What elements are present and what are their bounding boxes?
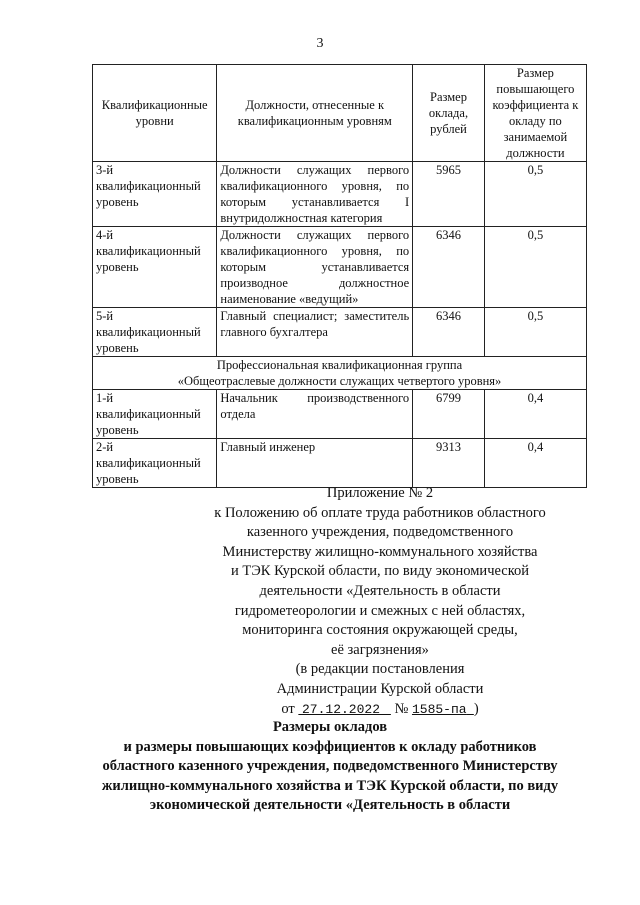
appendix-line: мониторинга состояния окружающей среды, xyxy=(242,622,518,639)
header-level: Квалификационные уровни xyxy=(93,65,217,162)
table-row xyxy=(93,439,587,488)
header-positions: Должности, отнесенные к квалификационным уровням xyxy=(217,65,413,162)
page-number: 3 xyxy=(316,36,324,51)
ref-date-field xyxy=(298,701,391,717)
cell-salary: 6346 xyxy=(413,308,485,357)
cell-coefficient: 0,4 xyxy=(484,439,586,488)
heading-line: жилищно-коммунального хозяйства и ТЭК Курской области, по виду xyxy=(101,777,559,794)
cell-salary: 9313 xyxy=(413,439,485,488)
cell-level: 2-й квалификационный уровень xyxy=(93,439,217,488)
cell-coefficient: 0,5 xyxy=(484,308,586,357)
cell-coefficient: 0,5 xyxy=(484,227,586,308)
header-coefficient: Размер повышающего коэффициента к окладу по занимаемой должности xyxy=(484,65,586,162)
ref-prefix: от xyxy=(281,700,295,717)
appendix-block xyxy=(200,484,560,719)
heading-line: областного казенного учреждения, подведомственного Министерству xyxy=(102,758,558,774)
cell-level: 1-й квалификационный уровень xyxy=(93,390,217,439)
resolution-reference xyxy=(200,700,560,720)
cell-coefficient: 0,5 xyxy=(484,162,586,227)
group-title: Профессиональная квалификационная группа xyxy=(216,358,463,372)
group-subtitle: «Общеотраслевые должности служащих четвертого уровня» xyxy=(177,374,502,388)
heading-line: экономической деятельности «Деятельность в области xyxy=(149,797,511,813)
cell-salary: 6799 xyxy=(413,390,485,439)
cell-salary: 6346 xyxy=(413,227,485,308)
header-salary: Размер оклада, рублей xyxy=(413,65,485,162)
cell-positions: Должности служащих первого квалификационного уровня, по которым устанавливается производное должностное наименование «ведущий» xyxy=(217,227,413,308)
appendix-line: гидрометеорологии и смежных с ней областях, xyxy=(234,602,526,619)
group-cell xyxy=(93,357,587,390)
cell-positions: Главный инженер xyxy=(217,439,413,488)
appendix-line: её загрязнения» xyxy=(331,641,429,658)
appendix-line: и ТЭК Курской области, по виду экономической xyxy=(230,563,530,580)
ref-number-field xyxy=(412,701,474,717)
table-row xyxy=(93,390,587,439)
table-row xyxy=(93,162,587,227)
cell-positions: Начальник производственного отдела xyxy=(217,390,413,439)
appendix-line: к Положению об оплате труда работников областного xyxy=(214,504,546,521)
appendix-title: Приложение № 2 xyxy=(326,485,434,501)
ref-number-label: № xyxy=(394,700,409,717)
appendix-line: деятельности «Деятельность в области xyxy=(259,582,501,599)
cell-level: 5-й квалификационный уровень xyxy=(93,308,217,357)
cell-positions: Главный специалист; заместитель главного бухгалтера xyxy=(217,308,413,357)
ref-suffix: ) xyxy=(473,700,479,717)
table-row xyxy=(93,308,587,357)
cell-positions: Должности служащих первого квалификационного уровня, по которым устанавливается I внутридолжностная категория xyxy=(217,162,413,227)
cell-salary: 5965 xyxy=(413,162,485,227)
appendix-line: Администрации Курской области xyxy=(276,680,484,697)
appendix-line: Министерству жилищно-коммунального хозяйства xyxy=(222,543,538,560)
cell-level: 3-й квалификационный уровень xyxy=(93,162,217,227)
appendix-line: (в редакции постановления xyxy=(295,661,465,678)
appendix-line: казенного учреждения, подведомственного xyxy=(246,524,514,541)
table-row xyxy=(93,227,587,308)
group-row xyxy=(93,357,587,390)
qualification-table xyxy=(92,64,587,488)
heading-line: и размеры повышающих коэффициентов к окладу работников xyxy=(123,738,537,755)
table-header-row xyxy=(93,65,587,162)
ref-number: 1585-па xyxy=(411,701,467,717)
document-heading xyxy=(60,718,600,816)
heading-line: Размеры окладов xyxy=(272,719,388,735)
cell-level: 4-й квалификационный уровень xyxy=(93,227,217,308)
cell-coefficient: 0,4 xyxy=(484,390,586,439)
ref-date: 27.12.2022 xyxy=(301,701,380,717)
